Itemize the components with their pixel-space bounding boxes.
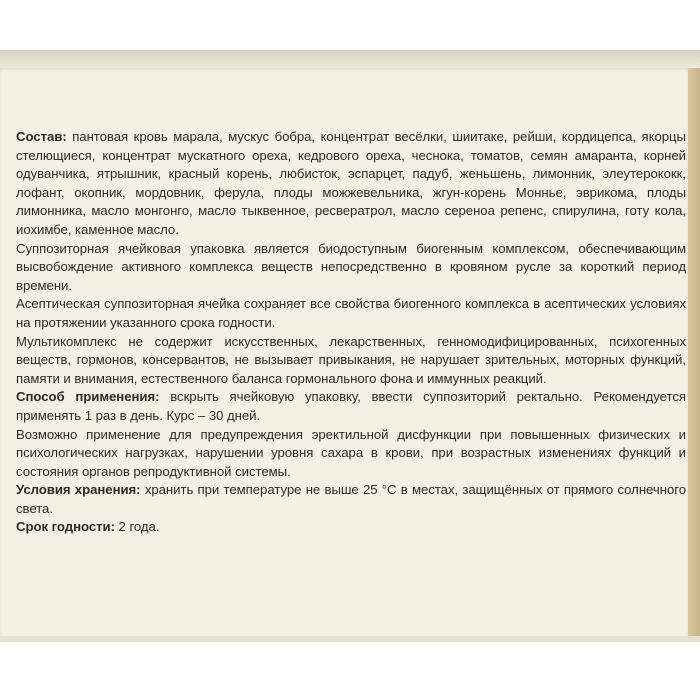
label-text-block — [16, 128, 686, 537]
composition-paragraph — [16, 128, 686, 240]
shelf-life-label: Срок годности: — [16, 519, 115, 535]
package-bottom-edge — [0, 636, 700, 642]
composition-label: Состав: — [16, 129, 67, 144]
usage-text: вскрыть ячейковую упаковку, ввести суппозиторий ректально. Рекомендуется применять 1 раз в день. Курс – 30 дней. — [16, 389, 686, 423]
package-side-edge — [688, 68, 700, 638]
description-paragraph-1: Суппозиторная ячейковая упаковка является биодоступным биогенным комплексом, обеспечивающим высвобождение активного комплекса веществ непосредственно в кровяном русле за короткий период времени. — [16, 240, 686, 293]
storage-paragraph — [16, 481, 686, 518]
description-paragraph-2: Асептическая суппозиторная ячейка сохраняет все свойства биогенного комплекса в асептических условиях на протяжении указанного срока годности. — [16, 296, 686, 330]
usage-paragraph — [16, 388, 686, 425]
storage-label: Условия хранения: — [16, 482, 141, 498]
usage-label: Способ применения: — [16, 389, 160, 405]
composition-text: пантовая кровь марала, мускус бобра, концентрат весёлки, шиитаке, рейши, кордицепса, якорцы стелющиеся, концентрат мускатного ореха, кедрового ореха, чеснока, томатов, семян амаранта, корней одуванчика, ятрышник, красный корень, любисток, эспарцет, падуб, женьшень, лимонник, элеутерококк, лофант, окопник, мордовник, ферула, плоды можжевельника, жгун-корень Монньe, эврикома, плоды лимонника, масло монгонго, масло тыквенное, ресвератрол, масло сереноа репенс, спирулина, готу кола, иохимбе, каменное масло. — [16, 129, 686, 237]
shelf-life-paragraph — [16, 518, 686, 537]
shelf-life-text: 2 года. — [118, 519, 160, 535]
indication-paragraph: Возможно применение для предупреждения эректильной дисфункции при повышенных физических и психологических нагрузках, нарушении уровня сахара в крови, при возрастных изменениях функций и состояния органов репродуктивной системы. — [16, 426, 686, 479]
package-top-edge — [0, 50, 700, 70]
storage-text: хранить при температуре не выше 25 °С в местах, защищённых от прямого солнечного света. — [16, 482, 686, 516]
description-paragraph-3: Мультикомплекс не содержит искусственных, лекарственных, генномодифицированных, психогенных веществ, гормонов, консервантов, не вызывает привыкания, не нарушает зрительных, моторных функций, памяти и внимания, естественного баланса гормонального фона и иммунных реакций. — [16, 333, 686, 386]
